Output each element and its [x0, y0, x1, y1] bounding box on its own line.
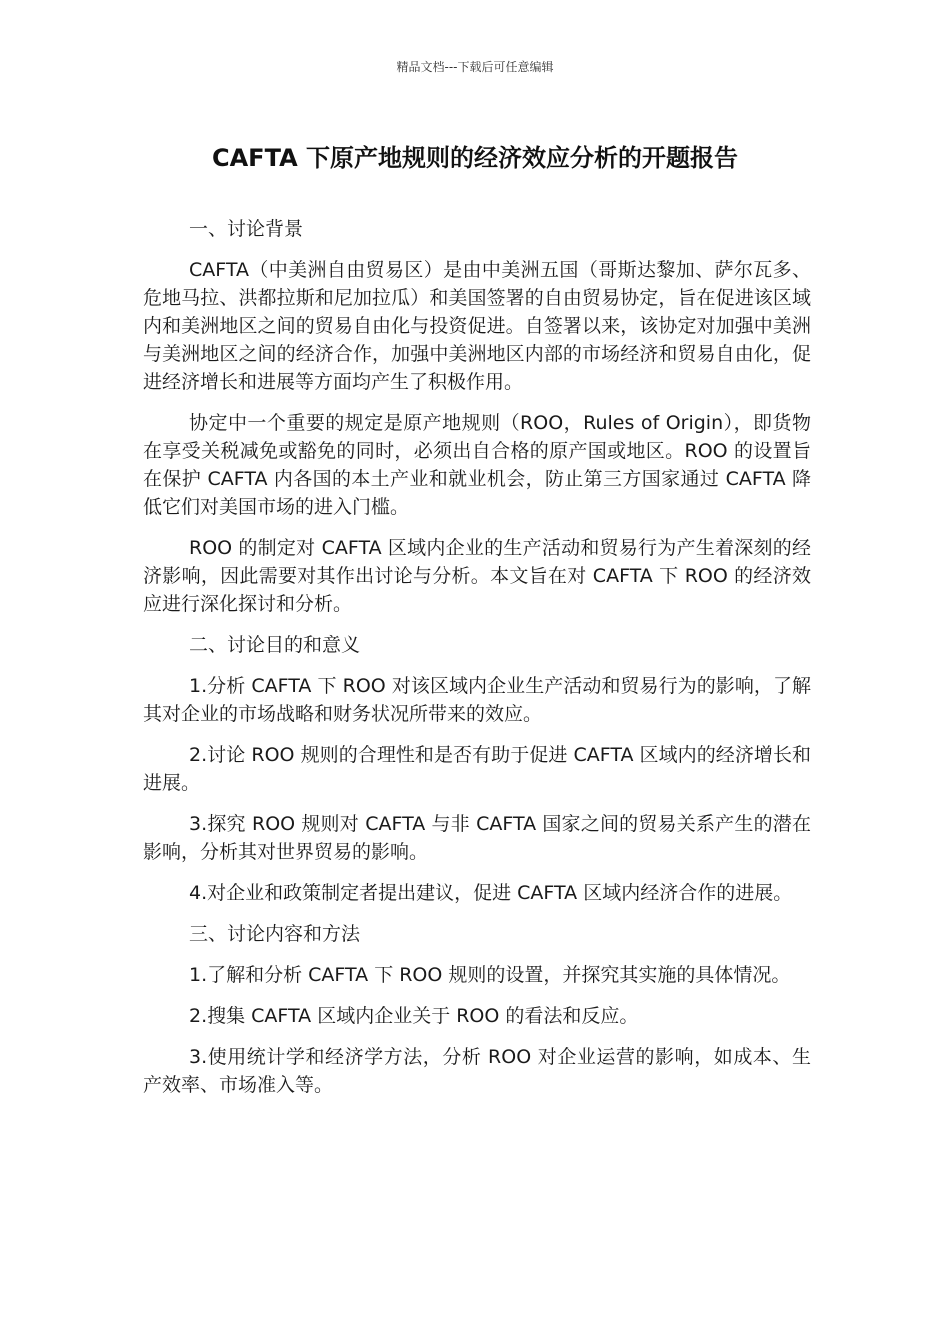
list-item-method-2: 2.搜集 CAFTA 区域内企业关于 ROO 的看法和反应。	[189, 1005, 639, 1027]
section-heading-background: 一、讨论背景	[189, 218, 304, 240]
paragraph-roo-definition: 协定中一个重要的规定是原产地规则（ROO，Rules of Origin），即货物在享受关税减免或豁免的同时，必须出自合格的原产国或地区。ROO 的设置旨在保护 CAFTA 内各国的本土产业和就业机会，防止第三方国家通过 CAFTA 降低它们对美国市场的进入门槛。	[143, 412, 811, 518]
section-heading-purpose: 二、讨论目的和意义	[189, 634, 361, 656]
header-note: 精品文档---下载后可任意编辑	[396, 60, 554, 74]
paragraph-cafta-intro: CAFTA（中美洲自由贸易区）是由中美洲五国（哥斯达黎加、萨尔瓦多、危地马拉、洪都拉斯和尼加拉瓜）和美国签署的自由贸易协定，旨在促进该区域内和美洲地区之间的贸易自由化与投资促进。自签署以来，该协定对加强中美洲与美洲地区之间的经济合作，加强中美洲地区内部的市场经济和贸易自由化，促进经济增长和进展等方面均产生了积极作用。	[143, 259, 811, 393]
list-item-purpose-2: 2.讨论 ROO 规则的合理性和是否有助于促进 CAFTA 区域内的经济增长和进展。	[143, 744, 811, 794]
list-item-method-3: 3.使用统计学和经济学方法，分析 ROO 对企业运营的影响，如成本、生产效率、市场准入等。	[143, 1046, 811, 1096]
list-item-purpose-3: 3.探究 ROO 规则对 CAFTA 与非 CAFTA 国家之间的贸易关系产生的潜在影响，分析其对世界贸易的影响。	[143, 813, 811, 863]
list-item-purpose-4: 4.对企业和政策制定者提出建议，促进 CAFTA 区域内经济合作的进展。	[189, 882, 793, 904]
document-body	[143, 215, 811, 1112]
document-title: CAFTA 下原产地规则的经济效应分析的开题报告	[211, 144, 739, 172]
section-heading-methods: 三、讨论内容和方法	[189, 923, 361, 945]
list-item-purpose-1: 1.分析 CAFTA 下 ROO 对该区域内企业生产活动和贸易行为的影响，了解其对企业的市场战略和财务状况所带来的效应。	[143, 675, 811, 725]
list-item-method-1: 1.了解和分析 CAFTA 下 ROO 规则的设置，并探究其实施的具体情况。	[189, 964, 791, 986]
paragraph-roo-impact: ROO 的制定对 CAFTA 区域内企业的生产活动和贸易行为产生着深刻的经济影响，因此需要对其作出讨论与分析。本文旨在对 CAFTA 下 ROO 的经济效应进行深化探讨和分析。	[143, 537, 811, 615]
